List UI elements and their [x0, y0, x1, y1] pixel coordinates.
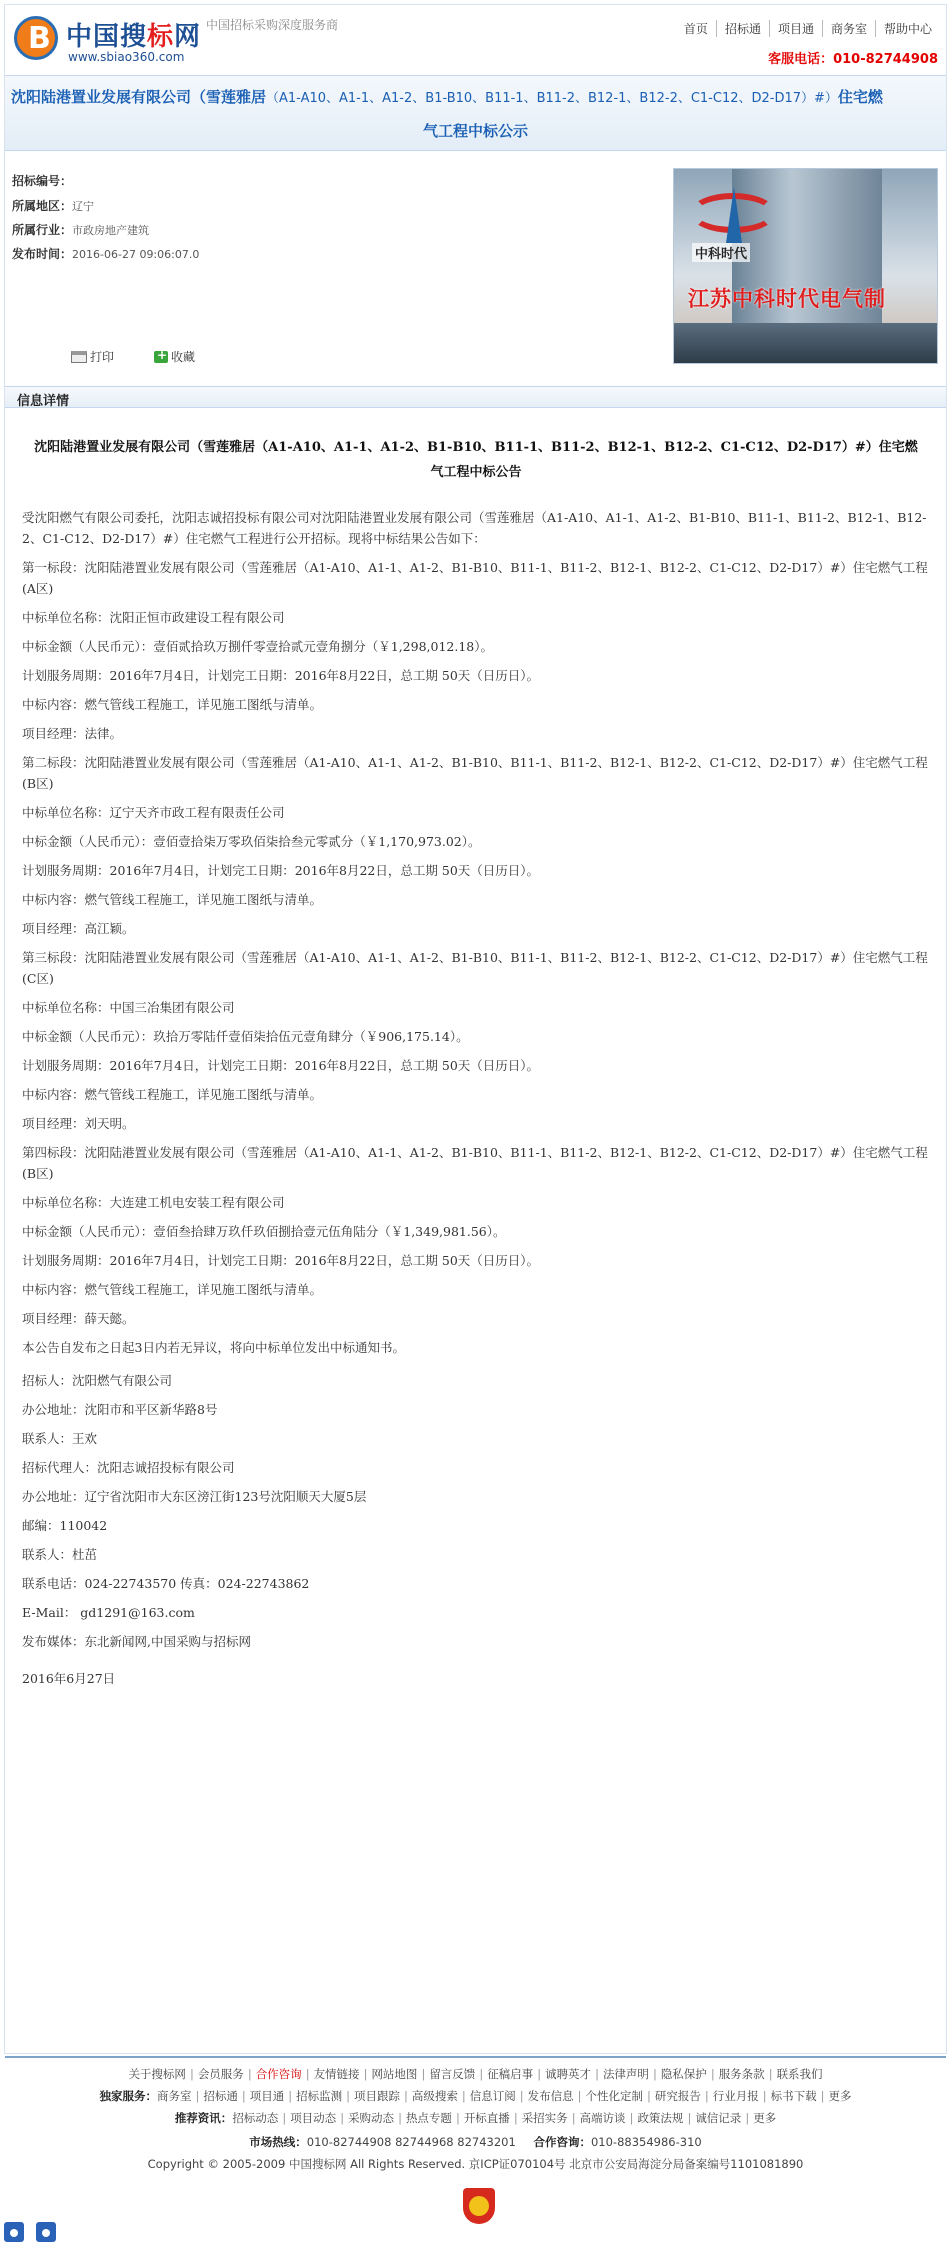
article-paragraph: 计划服务周期：2016年7月4日，计划完工日期：2016年8月22日，总工期 50天（日历日）。 — [22, 1058, 540, 1073]
footer-link[interactable]: 高端访谈 — [579, 2111, 626, 2125]
footer-link[interactable]: 法律声明 — [602, 2067, 649, 2081]
footer-link[interactable]: 隐私保护 — [660, 2067, 707, 2081]
footer-link[interactable]: 更多 — [753, 2111, 777, 2125]
article-paragraph: 第三标段：沈阳陆港置业发展有限公司（雪莲雅居（A1-A10、A1-1、A1-2、B1-B10、B11-1、B11-2、B12-1、B12-2、C1-C12、D2-D17）#）住宅燃气工程(C区) — [22, 950, 928, 986]
article-title-line2: 气工程中标公告 — [430, 465, 522, 480]
footer-link[interactable]: 项目动态 — [290, 2111, 337, 2125]
article-paragraph: 中标单位名称：大连建工机电安装工程有限公司 — [22, 1195, 285, 1210]
article-paragraph: 项目经理：高江颖。 — [22, 921, 135, 936]
site-footer — [5, 2056, 946, 2246]
publish-time-row: 发布时间：2016-06-27 09:06:07.0 — [12, 247, 200, 261]
bookmark-add-icon — [154, 351, 168, 363]
printer-icon — [71, 351, 87, 363]
ad-city-photo — [674, 323, 938, 363]
article-paragraph: 联系人：杜茁 — [22, 1547, 98, 1562]
nav-xiangmutong[interactable]: 项目通 — [769, 20, 822, 37]
article-title-line1: 沈阳陆港置业发展有限公司（雪莲雅居（A1-A10、A1-1、A1-2、B1-B10、B11-1、B11-2、B12-1、B12-2、C1-C12、D2-D17）#）住宅燃 — [34, 440, 918, 455]
article-paragraph: 中标金额（人民币元）：壹佰壹拾柒万零玖佰柒拾叁元零贰分（￥1,170,973.02）。 — [22, 834, 481, 849]
favorite-button[interactable]: + 收藏 — [154, 348, 195, 365]
title-bar — [5, 75, 946, 151]
footer-link[interactable]: 个性化定制 — [585, 2089, 643, 2103]
footer-link[interactable]: 征稿启事 — [487, 2067, 534, 2081]
ad-headline: 江苏中科时代电气制 — [688, 287, 886, 311]
article-paragraph: 中标金额（人民币元）：壹佰贰拾玖万捌仟零壹拾贰元壹角捌分（￥1,298,012.18）。 — [22, 639, 493, 654]
article-paragraph: 邮编：110042 — [22, 1518, 108, 1533]
page-title-line2: 气工程中标公示 — [422, 122, 528, 140]
footer-link[interactable]: 更多 — [828, 2089, 852, 2103]
footer-link[interactable]: 联系我们 — [776, 2067, 823, 2081]
article-paragraph: 计划服务周期：2016年7月4日，计划完工日期：2016年8月22日，总工期 50天（日历日）。 — [22, 863, 540, 878]
footer-link[interactable]: 标书下载 — [770, 2089, 817, 2103]
site-url: www.sbiao360.com — [68, 50, 185, 64]
footer-link[interactable]: 政策法规 — [637, 2111, 684, 2125]
footer-link[interactable]: 招标监测 — [296, 2089, 343, 2103]
footer-link[interactable]: 服务条款 — [718, 2067, 765, 2081]
advertisement-banner[interactable] — [673, 168, 938, 364]
footer-row-label: 推荐资讯： — [174, 2111, 233, 2125]
page-title-line1: 沈阳陆港置业发展有限公司（雪莲雅居（A1-A10、A1-1、A1-2、B1-B10、B11-1、B11-2、B12-1、B12-2、C1-C12、D2-D17）#）住宅燃 — [11, 88, 883, 106]
article-paragraph: 中标内容：燃气管线工程施工，详见施工图纸与清单。 — [22, 1087, 323, 1102]
footer-link[interactable]: 诚信记录 — [695, 2111, 742, 2125]
article-paragraph: 办公地址：辽宁省沈阳市大东区滂江街123号沈阳顺天大厦5层 — [22, 1489, 367, 1504]
footer-link[interactable]: 招标通 — [203, 2089, 238, 2103]
article-paragraph: 项目经理：法律。 — [22, 726, 123, 741]
nav-help-center[interactable]: 帮助中心 — [875, 20, 940, 37]
article-paragraph: 中标金额（人民币元）：玖拾万零陆仟壹佰柒拾伍元壹角肆分（￥906,175.14）。 — [22, 1029, 469, 1044]
article — [22, 435, 930, 1689]
site-logo-name[interactable]: 中国搜标网 — [66, 22, 202, 52]
footer-link[interactable]: 友情链接 — [313, 2067, 360, 2081]
paw-icon[interactable] — [4, 2222, 24, 2242]
article-paragraph: 发布媒体：东北新闻网,中国采购与招标网 — [22, 1634, 251, 1649]
article-body — [22, 507, 930, 1689]
article-paragraph: 第四标段：沈阳陆港置业发展有限公司（雪莲雅居（A1-A10、A1-1、A1-2、B1-B10、B11-1、B11-2、B12-1、B12-2、C1-C12、D2-D17）#）住宅燃气工程(B区) — [22, 1145, 928, 1181]
footer-row-label: 独家服务： — [99, 2089, 157, 2103]
article-paragraph: 招标人：沈阳燃气有限公司 — [22, 1373, 173, 1388]
footer-link[interactable]: 发布信息 — [527, 2089, 574, 2103]
industry-row: 所属行业：市政房地产建筑 — [12, 223, 150, 237]
article-paragraph: 项目经理：薛天懿。 — [22, 1311, 135, 1326]
article-paragraph: 中标内容：燃气管线工程施工，详见施工图纸与清单。 — [22, 1282, 323, 1297]
nav-home[interactable]: 首页 — [683, 22, 708, 36]
footer-copyright: Copyright © 2005-2009 中国搜标网 All Rights Reserved. 京ICP证070104号 北京市公安局海淀分局备案编号1101081890 — [147, 2157, 804, 2171]
footer-link[interactable]: 采招实务 — [521, 2111, 568, 2125]
article-paragraph: 第二标段：沈阳陆港置业发展有限公司（雪莲雅居（A1-A10、A1-1、A1-2、B1-B10、B11-1、B11-2、B12-1、B12-2、C1-C12、D2-D17）#）住宅燃气工程(B区) — [22, 755, 928, 791]
footer-link[interactable]: 网站地图 — [371, 2067, 418, 2081]
article-paragraph: 中标内容：燃气管线工程施工，详见施工图纸与清单。 — [22, 697, 323, 712]
article-paragraph: 第一标段：沈阳陆港置业发展有限公司（雪莲雅居（A1-A10、A1-1、A1-2、B1-B10、B11-1、B11-2、B12-1、B12-2、C1-C12、D2-D17）#）住宅燃气工程(A区) — [22, 560, 928, 596]
site-slogan: 中国招标采购深度服务商 — [206, 18, 339, 32]
footer-link[interactable]: 信息订阅 — [469, 2089, 516, 2103]
article-paragraph: 招标代理人：沈阳志诚招投标有限公司 — [22, 1460, 235, 1475]
footer-link[interactable]: 开标直播 — [463, 2111, 510, 2125]
footer-link[interactable]: 热点专题 — [405, 2111, 452, 2125]
section-title: 信息详情 — [17, 394, 70, 409]
footer-hotline: 市场热线：010-82744908 82744968 82743201 合作咨询：010-88354986-310 — [249, 2135, 702, 2149]
article-paragraph: 办公地址：沈阳市和平区新华路8号 — [22, 1402, 218, 1417]
site-header — [6, 6, 946, 72]
article-paragraph: 受沈阳燃气有限公司委托，沈阳志诚招投标有限公司对沈阳陆港置业发展有限公司（雪莲雅居（A1-A10、A1-1、A1-2、B1-B10、B11-1、B11-2、B12-1、B12-2、C1-C12、D2-D17）#）住宅燃气工程进行公开招标。现将中标结果公告如下： — [22, 510, 927, 546]
footer-recommended-news: 推荐资讯：招标动态 | 项目动态 | 采购动态 | 热点专题 | 开标直播 | 采招实务 | 高端访谈 | 政策法规 | 诚信记录 | 更多 — [174, 2111, 777, 2125]
nav-business-room[interactable]: 商务室 — [822, 20, 875, 37]
article-paragraph: 本公告自发布之日起3日内若无异议，将向中标单位发出中标通知书。 — [22, 1340, 405, 1355]
bid-no-row: 招标编号： — [12, 174, 73, 188]
service-hotline: 客服电话：010-82744908 — [768, 52, 938, 67]
ad-logo-icon — [690, 187, 776, 243]
footer-link[interactable]: 会员服务 — [197, 2067, 244, 2081]
footer-link[interactable]: 采购动态 — [348, 2111, 395, 2125]
footer-link[interactable]: 项目跟踪 — [354, 2089, 400, 2103]
article-title — [22, 435, 930, 485]
footer-exclusive-services: 独家服务：商务室 | 招标通 | 项目通 | 招标监测 | 项目跟踪 | 高级搜索 | 信息订阅 | 发布信息 | 个性化定制 | 研究报告 | 行业月报 | 标书下载 | 更多 — [99, 2089, 852, 2103]
article-paragraph: 计划服务周期：2016年7月4日，计划完工日期：2016年8月22日，总工期 50天（日历日）。 — [22, 1253, 540, 1268]
corner-tools — [4, 2222, 56, 2242]
action-links — [71, 348, 195, 365]
article-paragraph: 中标内容：燃气管线工程施工，详见施工图纸与清单。 — [22, 892, 323, 907]
footer-link[interactable]: 留言反馈 — [429, 2067, 476, 2081]
print-button[interactable]: 打印 — [71, 348, 114, 365]
ad-logo-text: 中科时代 — [692, 243, 750, 262]
footer-links: 关于搜标网 | 会员服务 | 合作咨询 | 友情链接 | 网站地图 | 留言反馈 | 征稿启事 | 诚聘英才 | 法律声明 | 隐私保护 | 服务条款 | 联系我们 — [128, 2067, 823, 2081]
article-paragraph: 中标单位名称：中国三冶集团有限公司 — [22, 1000, 235, 1015]
article-paragraph: 2016年6月27日 — [22, 1671, 116, 1686]
article-paragraph: 中标金额（人民币元）：壹佰叁拾肆万玖仟玖佰捌拾壹元伍角陆分（￥1,349,981.56）。 — [22, 1224, 506, 1239]
footer-link[interactable]: 招标动态 — [232, 2111, 279, 2125]
footer-link[interactable]: 研究报告 — [654, 2089, 701, 2103]
police-badge-icon[interactable] — [463, 2188, 495, 2228]
article-paragraph: 中标单位名称：辽宁天齐市政工程有限责任公司 — [22, 805, 285, 820]
article-paragraph: E-Mail： gd1291@163.com — [22, 1605, 195, 1620]
paw-icon-2[interactable] — [36, 2222, 56, 2242]
footer-link[interactable]: 合作咨询 — [255, 2067, 302, 2081]
logo-icon[interactable] — [14, 16, 58, 60]
article-paragraph: 项目经理：刘天明。 — [22, 1116, 135, 1131]
footer-link[interactable]: 项目通 — [249, 2089, 285, 2103]
article-paragraph: 中标单位名称：沈阳正恒市政建设工程有限公司 — [22, 610, 285, 625]
footer-link[interactable]: 行业月报 — [712, 2089, 759, 2103]
footer-link[interactable]: 高级搜索 — [411, 2089, 458, 2103]
nav-zhaobiaotong[interactable]: 招标通 — [716, 20, 769, 37]
footer-link[interactable]: 诚聘英才 — [545, 2067, 592, 2081]
footer-link[interactable]: 商务室 — [157, 2089, 192, 2103]
top-nav — [676, 20, 940, 37]
footer-link[interactable]: 关于搜标网 — [128, 2067, 186, 2081]
region-row: 所属地区：辽宁 — [12, 199, 95, 213]
section-header — [5, 386, 946, 408]
article-paragraph: 联系电话：024-22743570 传真：024-22743862 — [22, 1576, 310, 1591]
article-paragraph: 联系人：王欢 — [22, 1431, 98, 1446]
article-paragraph: 计划服务周期：2016年7月4日，计划完工日期：2016年8月22日，总工期 50天（日历日）。 — [22, 668, 540, 683]
